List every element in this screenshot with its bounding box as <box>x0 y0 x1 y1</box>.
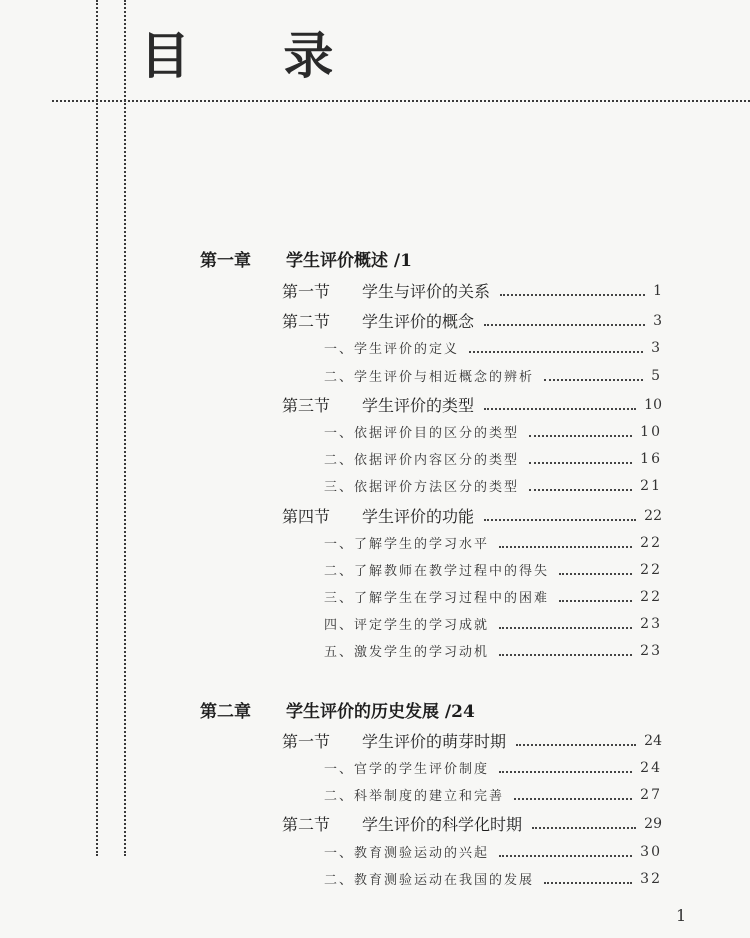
page-ref: 22 <box>640 534 662 551</box>
toc-entry[interactable] <box>324 869 662 888</box>
dot-leader <box>532 827 636 829</box>
toc-entry[interactable] <box>282 812 662 835</box>
entry-text: 学生评价的萌芽时期 <box>362 732 507 751</box>
page-ref: 16 <box>640 450 662 467</box>
page-title: 目 录 <box>140 27 372 85</box>
section-number: 第一节 <box>282 732 331 751</box>
page-ref: 22 <box>644 507 662 524</box>
entry-text: 二、科举制度的建立和完善 <box>324 789 505 804</box>
chapter-number: 第一章 <box>200 251 251 271</box>
dot-leader <box>559 600 632 602</box>
entry-text: 一、依据评价目的区分的类型 <box>324 426 520 441</box>
entry-text: 二、学生评价与相近概念的辨析 <box>324 370 535 385</box>
entry-text: 二、依据评价内容区分的类型 <box>324 453 520 468</box>
toc-entry[interactable] <box>324 338 662 357</box>
entry-text: 学生评价的科学化时期 <box>362 815 523 834</box>
entry-text: 学生与评价的关系 <box>362 282 491 301</box>
left-dotted-rule <box>96 0 98 856</box>
page-ref: 24 <box>640 759 662 776</box>
entry-text: 一、官学的学生评价制度 <box>324 762 490 777</box>
dot-leader <box>514 798 632 800</box>
toc-entry[interactable] <box>324 758 662 777</box>
dot-leader <box>559 573 632 575</box>
page-ref: 10 <box>640 423 662 440</box>
dot-leader <box>484 324 645 326</box>
toc-entry[interactable] <box>282 279 662 302</box>
chapter-1-heading[interactable] <box>200 246 412 271</box>
dot-leader <box>499 627 632 629</box>
dot-leader <box>529 489 632 491</box>
section-number: 第二节 <box>282 815 331 834</box>
section-number: 第三节 <box>282 396 331 415</box>
toc-entry[interactable] <box>324 422 662 441</box>
chapter-2-heading[interactable] <box>200 697 475 722</box>
dot-leader <box>500 294 645 296</box>
entry-text: 学生评价的类型 <box>362 396 475 415</box>
page-ref: 22 <box>640 561 662 578</box>
right-dotted-rule <box>124 0 126 856</box>
dot-leader <box>499 771 632 773</box>
entry-text: 四、评定学生的学习成就 <box>324 618 490 633</box>
entry-text: 二、教育测验运动在我国的发展 <box>324 873 535 888</box>
toc-entry[interactable] <box>324 785 662 804</box>
title-dotted-rule <box>52 100 750 102</box>
toc-entry[interactable] <box>324 641 662 660</box>
dot-leader <box>499 654 632 656</box>
page-ref: 1 <box>653 282 662 299</box>
page-ref: 23 <box>640 642 662 659</box>
page-number: 1 <box>676 906 687 925</box>
page-ref: 3 <box>653 312 662 329</box>
section-number: 第一节 <box>282 282 331 301</box>
dot-leader <box>499 855 632 857</box>
toc-entry[interactable] <box>324 366 662 385</box>
section-number: 第二节 <box>282 312 331 331</box>
dot-leader <box>469 351 643 353</box>
page-ref: 27 <box>640 786 662 803</box>
page-ref: 23 <box>640 615 662 632</box>
toc-entry[interactable] <box>324 533 662 552</box>
page-ref: 3 <box>651 339 662 356</box>
dot-leader <box>544 379 643 381</box>
dot-leader <box>484 408 636 410</box>
page-ref: 5 <box>651 367 662 384</box>
chapter-number: 第二章 <box>200 702 251 722</box>
page-ref: 24 <box>644 732 662 749</box>
section-number: 第四节 <box>282 507 331 526</box>
entry-text: 一、教育测验运动的兴起 <box>324 846 490 861</box>
toc-entry[interactable] <box>282 729 662 752</box>
page-ref: 30 <box>640 843 662 860</box>
dot-leader <box>529 462 632 464</box>
entry-text: 五、激发学生的学习动机 <box>324 645 490 660</box>
toc-entry[interactable] <box>324 476 662 495</box>
dot-leader <box>529 435 632 437</box>
page-ref: 21 <box>640 477 662 494</box>
entry-text: 一、了解学生的学习水平 <box>324 537 490 552</box>
toc-entry[interactable] <box>324 842 662 861</box>
page-ref: 32 <box>640 870 662 887</box>
dot-leader <box>484 519 636 521</box>
page-ref: 29 <box>644 815 662 832</box>
entry-text: 学生评价的概念 <box>362 312 475 331</box>
toc-entry[interactable] <box>282 309 662 332</box>
entry-text: 三、依据评价方法区分的类型 <box>324 480 520 495</box>
toc-entry[interactable] <box>282 393 662 416</box>
toc-entry[interactable] <box>324 449 662 468</box>
entry-text: 一、学生评价的定义 <box>324 342 460 357</box>
toc-entry[interactable] <box>282 504 662 527</box>
page-ref: 10 <box>644 396 662 413</box>
toc-entry[interactable] <box>324 614 662 633</box>
toc-entry[interactable] <box>324 560 662 579</box>
entry-text: 三、了解学生在学习过程中的困难 <box>324 591 550 606</box>
page-ref: 22 <box>640 588 662 605</box>
dot-leader <box>516 744 636 746</box>
entry-text: 二、了解教师在教学过程中的得失 <box>324 564 550 579</box>
chapter-title: 学生评价的历史发展 /24 <box>286 702 475 722</box>
entry-text: 学生评价的功能 <box>362 507 475 526</box>
chapter-title: 学生评价概述 /1 <box>286 251 412 271</box>
dot-leader <box>544 882 632 884</box>
dot-leader <box>499 546 632 548</box>
toc-entry[interactable] <box>324 587 662 606</box>
